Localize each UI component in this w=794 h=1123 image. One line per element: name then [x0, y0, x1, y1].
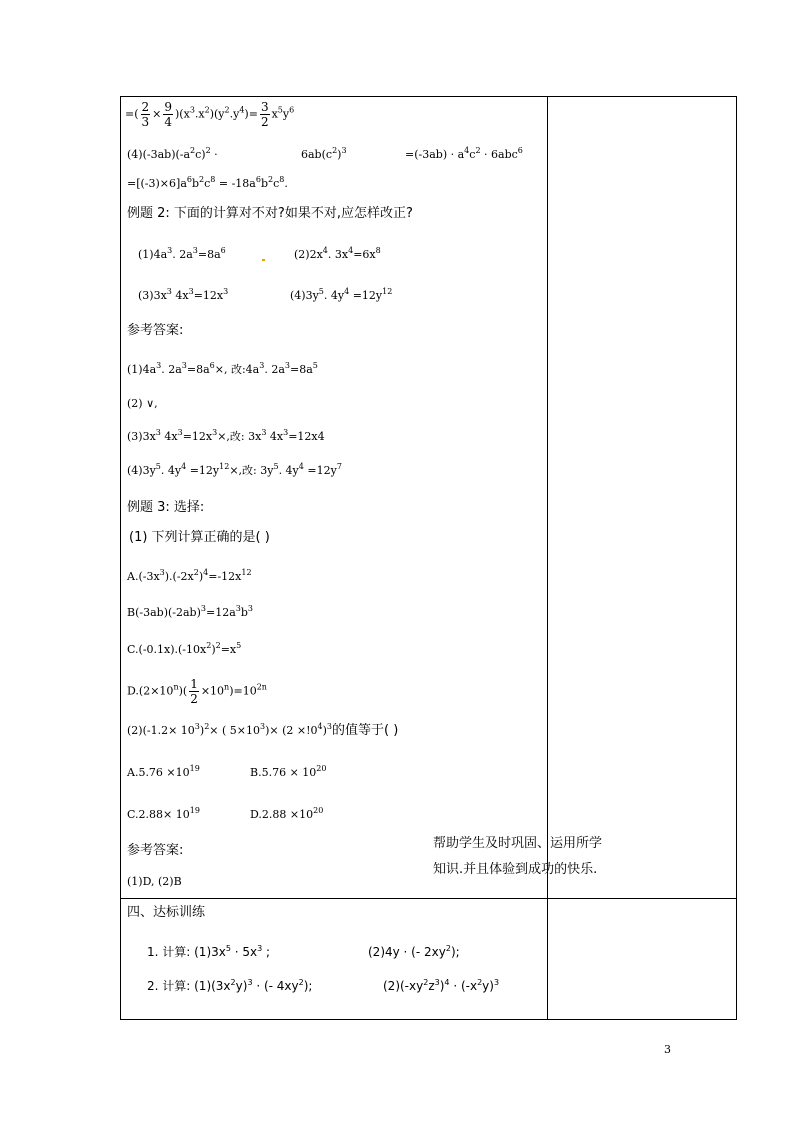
fraction-9-4: $\frac{9}{4}$ — [164, 100, 173, 129]
option-a: $A.(-3x^3).(-2x^2)^4=-12x^{12}$ — [127, 568, 252, 583]
exercise-1b: (2)4y · (- $2xy^2$); — [368, 944, 460, 959]
answer-final: (1)D, (2)B — [127, 875, 182, 888]
example-3-q2: $(2)(-1.2\times 10^3)^2\times$ ( $5\times 10^3)\times (2 \times!0^4)^3$的值等于( ) — [127, 722, 399, 738]
answer-3: $(3)3x^3$ $4x^3=12x^3\times$,改: $3x^3$ $4x^3=12x4$ — [127, 428, 325, 443]
answer-label-2: 参考答案: — [127, 843, 184, 858]
exercise-1: 1. 计算: $(1)3x^5 \cdot 5x^3$ ; — [147, 944, 271, 959]
fraction-2-3: $\frac{2}{3}$ — [141, 100, 150, 129]
fraction-1-2: $\frac{1}{2}$ — [190, 677, 198, 706]
choice-c: $C.2.88\times 10^{19}$ — [127, 806, 200, 821]
solution-line-2b: $6ab(c^2)^3$ — [301, 146, 347, 161]
exercise-2: 2. 计算: $(1)(3x^2y)^3$ · (- $4xy^2$); — [147, 978, 313, 993]
example-2-title: 例题 2: 下面的计算对不对?如果不对,应怎样改正? — [127, 206, 413, 221]
answer-label: 参考答案: — [127, 323, 184, 338]
choice-b: $B.5.76 \times 10^{20}$ — [250, 764, 327, 779]
example-3-title: 例题 3: 选择: — [127, 500, 205, 515]
solution-line-1: =( $\frac{2}{3}$ × $\frac{9}{4}$ )$(x^3.x^2)(y^2.y^4)=$ $\frac{3}{2}$ $x^5y^6$ — [125, 100, 295, 129]
solution-line-2c: $=(-3ab) \cdot a^4c^2 \cdot 6abc^6$ — [405, 146, 523, 161]
example-2-q4: $(4)3y^5$. $4y^4 =12y^{12}$ — [290, 287, 393, 302]
option-d: $D.(2\times 10^n)$( $\frac{1}{2}$ $\times 10^n)=10^{2n}$ — [127, 677, 267, 706]
choice-a: $A.5.76 \times 10^{19}$ — [127, 764, 200, 779]
lesson-table — [120, 96, 737, 1020]
stray-dot — [262, 259, 265, 261]
teaching-note: 帮助学生及时巩固、运用所学知识.并且体验到成功的快乐. — [433, 836, 603, 877]
example-2-q3: $(3)3x^3$ $4x^3=12x^3$ — [138, 287, 229, 302]
solution-line-2: $(4)(-3ab)(-a^2c)^2$ · — [127, 146, 218, 161]
solution-line-3: $=[(-3)\times 6]a^6b^2c^8 = -18a^6b^2c^8$. — [127, 175, 288, 190]
example-3-q1: (1) 下列计算正确的是( ) — [129, 530, 270, 545]
example-2-q2: $(2)2x^4$. $3x^4=6x^8$ — [294, 246, 381, 261]
page-number: 3 — [664, 1043, 671, 1056]
answer-2: (2) ∨, — [127, 397, 158, 410]
option-b: $B(-3ab)(-2ab)^3=12a^3b^3$ — [127, 604, 253, 619]
row-divider — [121, 898, 736, 899]
answer-4: $(4)3y^5$. $4y^4 =12y^{12}\times$,改: $3y^5$. $4y^4 =12y^7$ — [127, 462, 342, 477]
choice-d: $D.2.88 \times 10^{20}$ — [250, 806, 324, 821]
answer-1: $(1)4a^3$. $2a^3=8a^6\times$, 改$:4a^3$. $2a^3=8a^5$ — [127, 361, 318, 376]
section-4-title: 四、达标训练 — [127, 905, 206, 920]
option-c: $C.(-0.1x).(-10x^2)^2=x^5$ — [127, 641, 242, 656]
example-2-q1: $(1)4a^3$. $2a^3=8a^6$ — [138, 246, 226, 261]
exercise-2b: $(2)(-xy^2z^3)^4 \cdot (-x^2y)^3$ — [383, 978, 500, 993]
fraction-3-2: $\frac{3}{2}$ — [260, 100, 269, 129]
